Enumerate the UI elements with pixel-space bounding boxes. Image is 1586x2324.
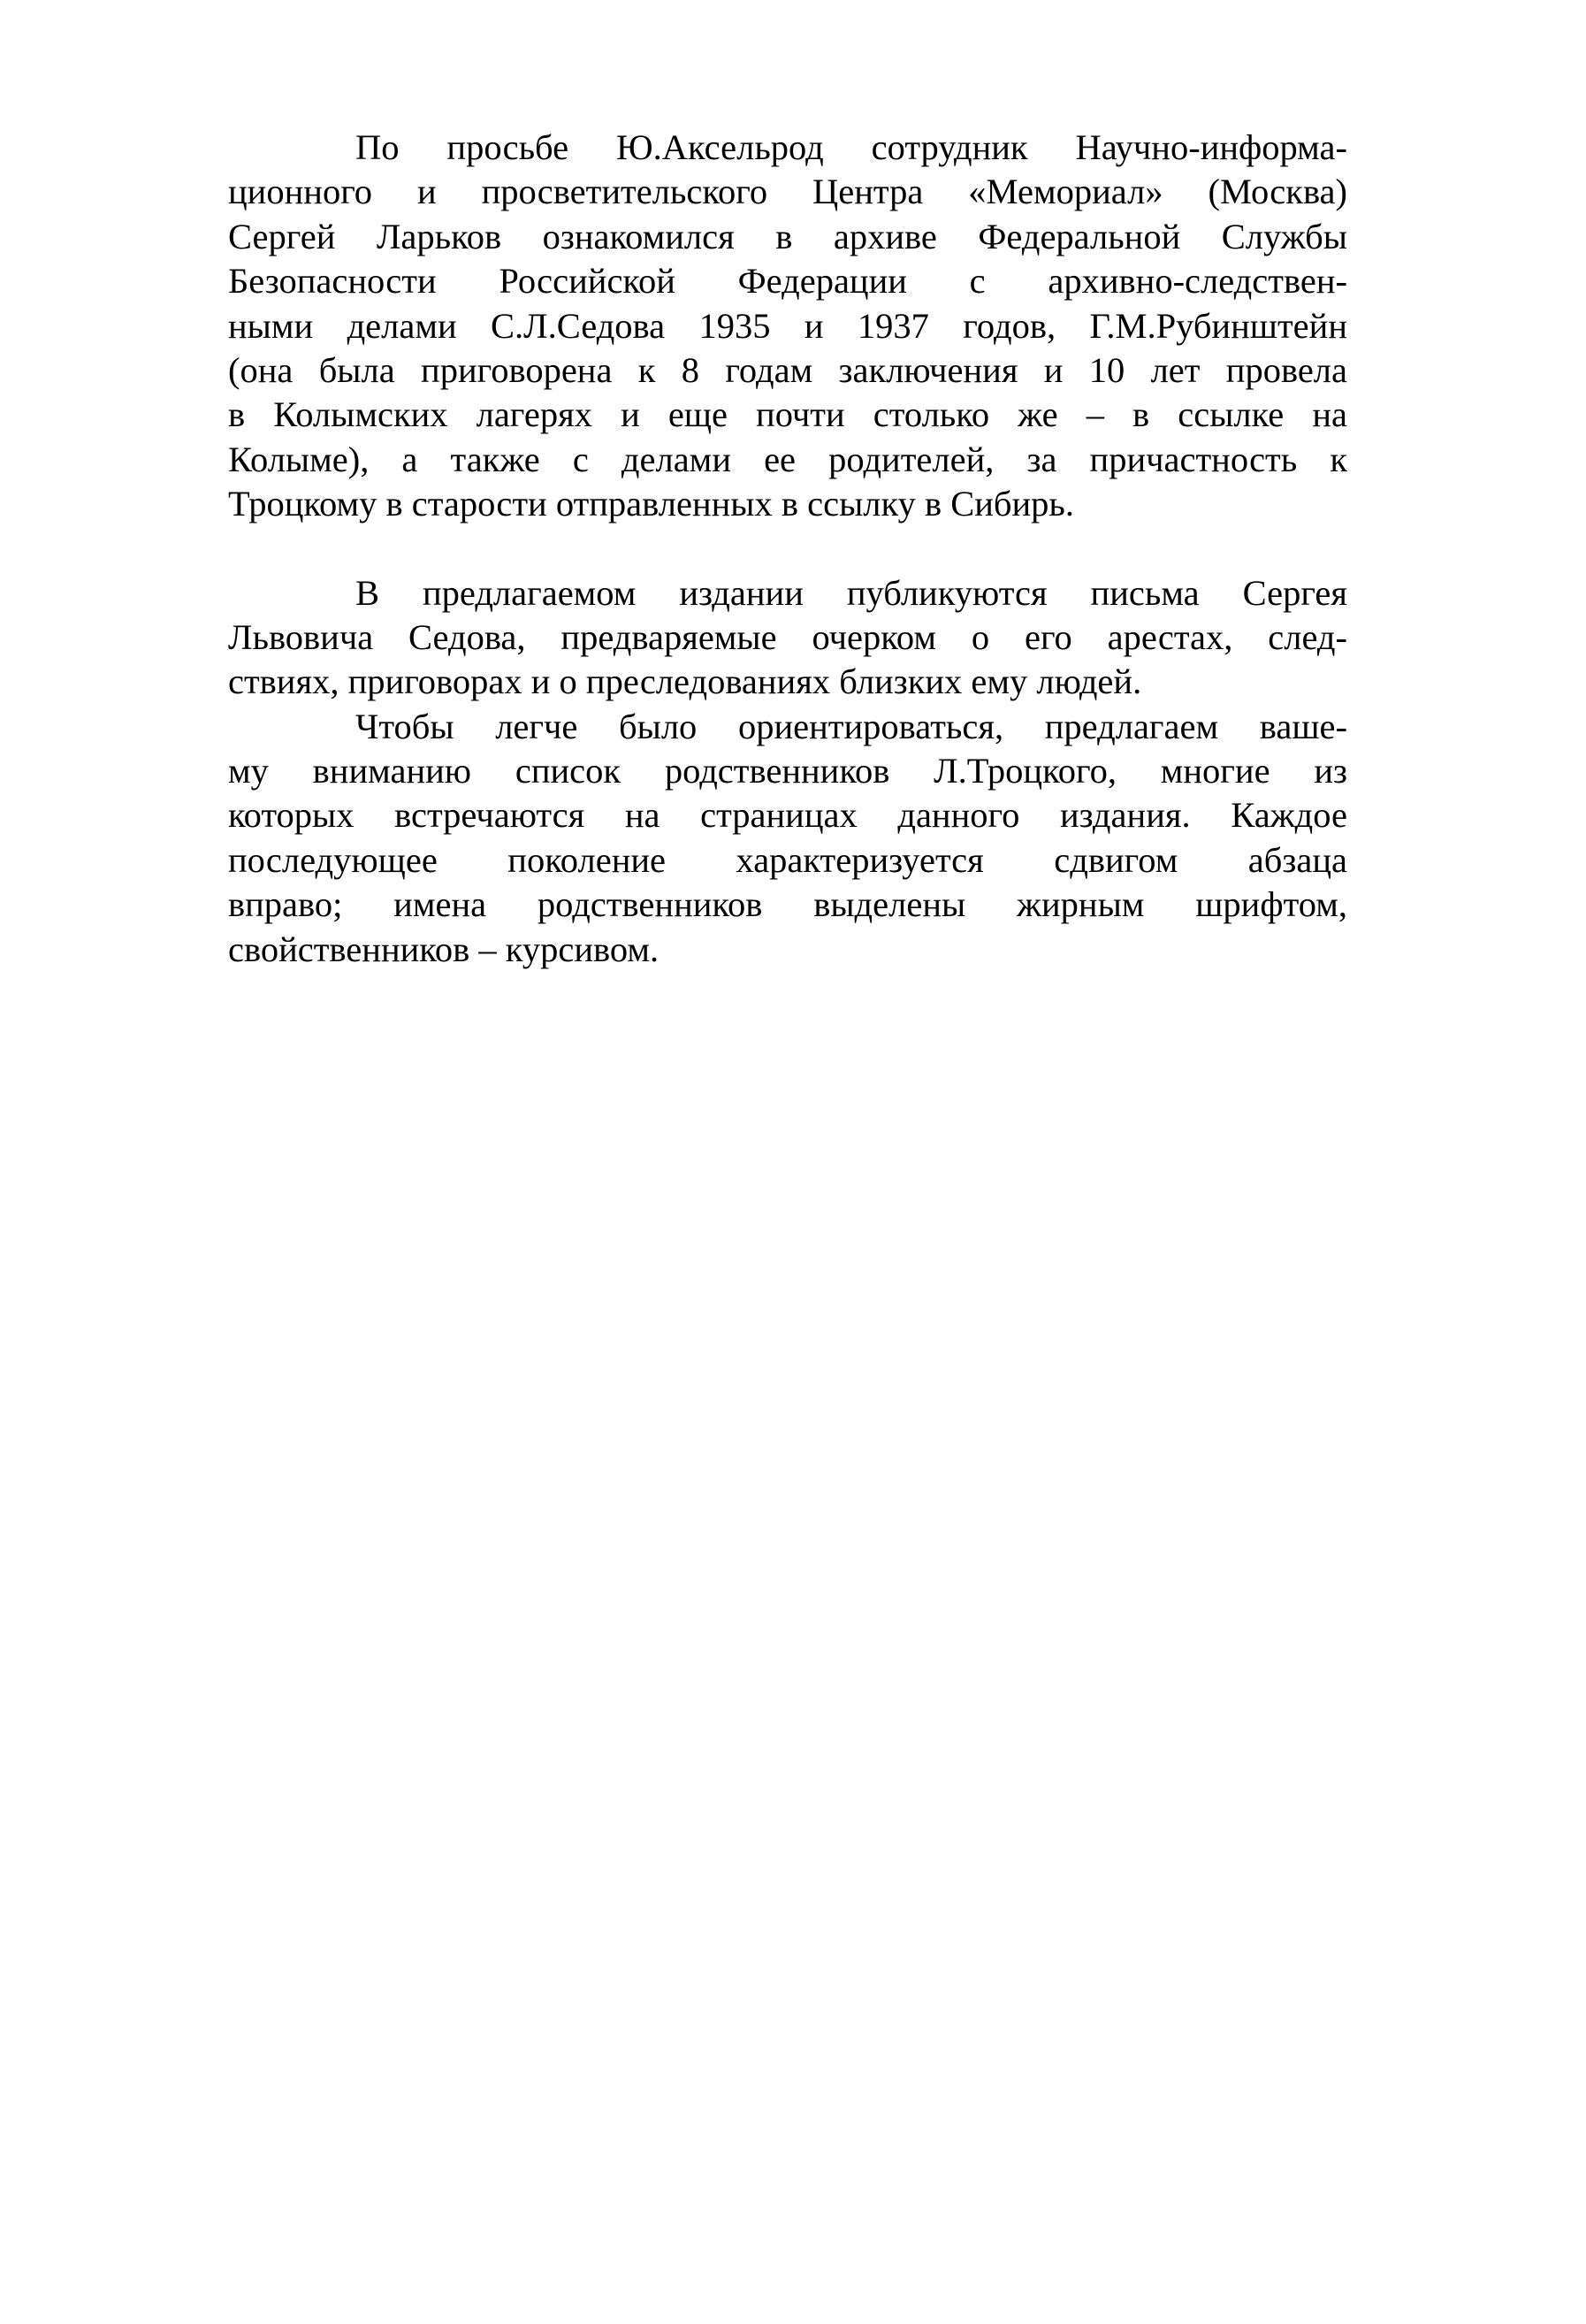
paragraph-2 [228,571,1347,705]
text-line: По просьбе Ю.Аксельрод сотрудник Научно-информа- [355,127,1347,167]
paragraph-1 [228,126,1347,527]
text-line: Львовича Седова, предваряемые очерком о его арестах, след- [228,616,1347,657]
text-line: В предлагаемом издании публикуются письма Сергея [355,572,1347,613]
text-line: Сергей Ларьков ознакомился в архиве Федеральной Службы [228,216,1347,256]
text-line: ными делами С.Л.Седова 1935 и 1937 годов, Г.М.Рубинштейн [228,305,1347,346]
text-line: ционного и просветительского Центра «Мемориал» (Москва) [228,172,1347,212]
text-line: вправо; имена родственников выделены жирным шрифтом, [228,884,1347,925]
paragraph-gap [228,527,1347,571]
text-line: в Колымских лагерях и еще почти столько же – в ссылке на [228,394,1347,435]
text-line: (она была приговорена к 8 годам заключения и 10 лет провела [228,349,1347,390]
body-text [228,126,1347,972]
text-line: Чтобы легче было ориентироваться, предлагаем ваше- [355,706,1347,746]
text-line: которых встречаются на страницах данного издания. Каждое [228,795,1347,836]
text-line: ствиях, приговорах и о преследованиях близких ему людей. [228,661,1142,702]
text-line: Троцкому в старости отправленных в ссылку в Сибирь. [228,484,1075,524]
text-line: свойственников – курсивом. [228,929,660,969]
text-line: последующее поколение характеризуется сдвигом абзаца [228,839,1347,880]
text-line: Колыме), а также с делами ее родителей, за причастность к [228,439,1347,479]
text-line: му вниманию список родственников Л.Троцкого, многие из [228,751,1347,791]
text-line: Безопасности Российской Федерации с архивно-следствен- [228,261,1347,302]
paragraph-3 [228,705,1347,972]
